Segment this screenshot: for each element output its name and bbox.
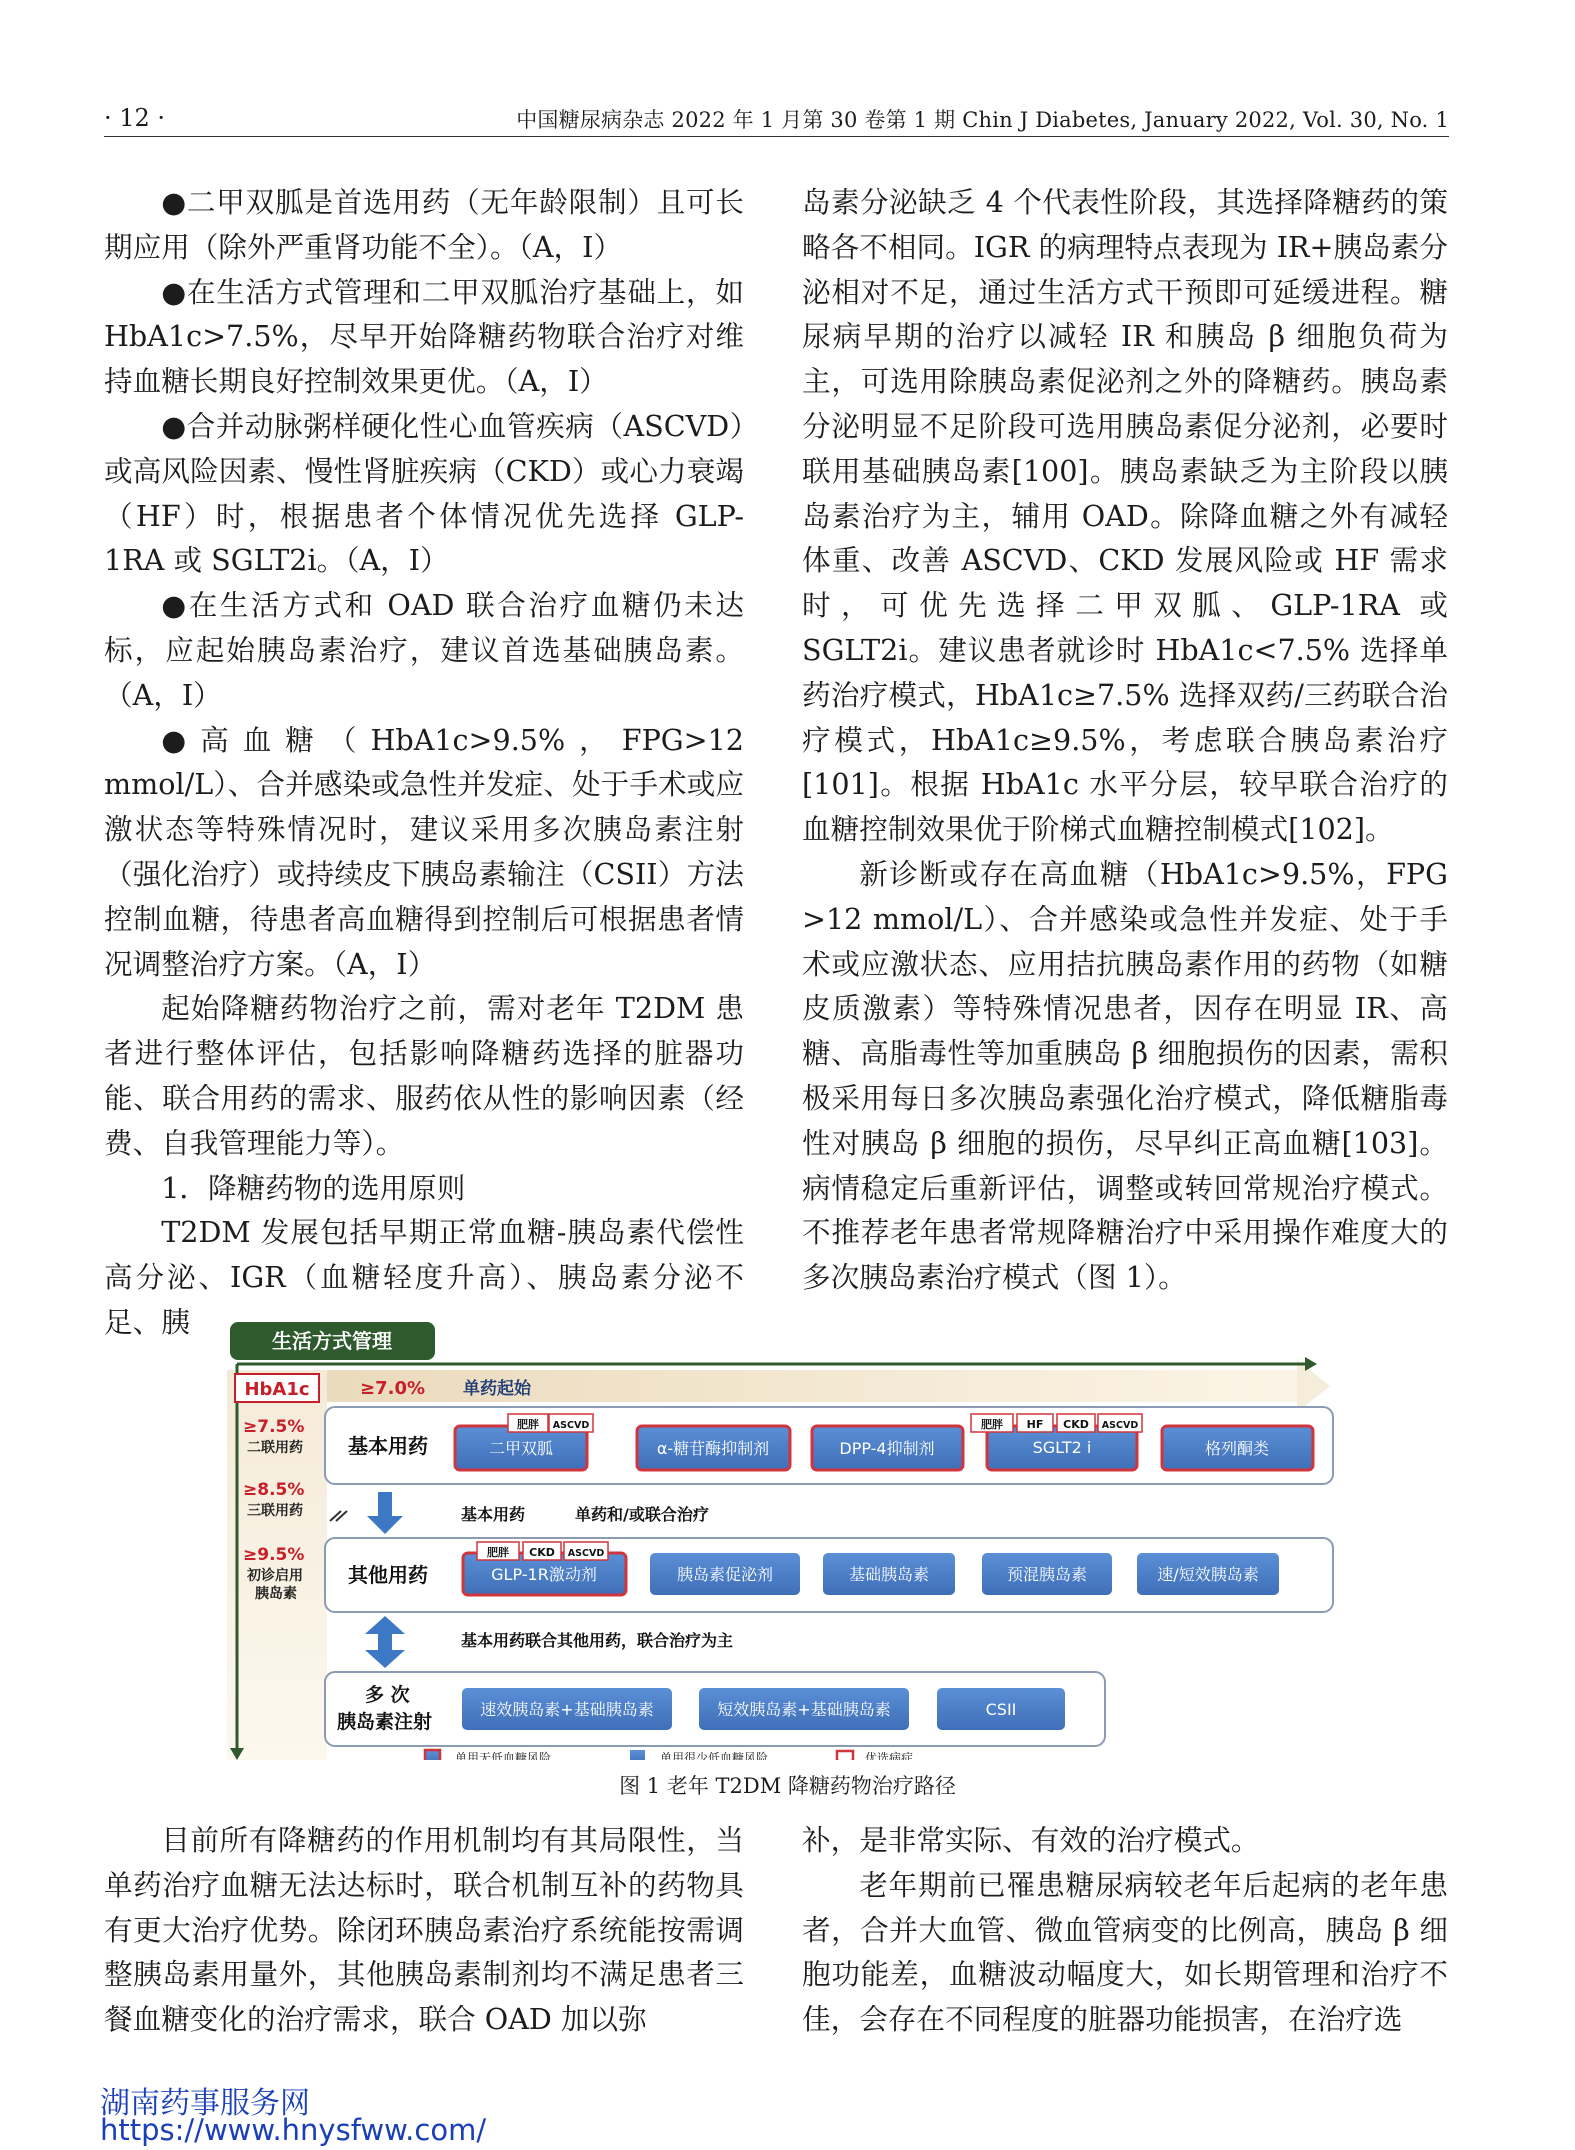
journal-header: 中国糖尿病杂志 2022 年 1 月第 30 卷第 1 期 Chin J Diabetes, January 2022, Vol. 30, No. 1 (516, 108, 1449, 132)
paragraph: ●二甲双胍是首选用药（无年龄限制）且可长期应用（除外严重肾功能不全）。（A，Ⅰ） (104, 185, 744, 264)
row1-title: 基本用药 (348, 1434, 428, 1458)
row3-drugs (462, 1688, 1065, 1730)
mid1-left: 基本用药 (461, 1505, 526, 1524)
tag-hf: HF (1026, 1418, 1044, 1431)
tag-ascvd-2: ASCVD (1101, 1420, 1139, 1431)
mono-label: 单药起始 (463, 1379, 531, 1399)
tag-ckd-1: CKD (1063, 1418, 1089, 1431)
page-number: · 12 · (104, 104, 166, 132)
paragraph: 补，是非常实际、有效的治疗模式。 (802, 1823, 1260, 1857)
figure-caption: 图 1 老年 T2DM 降糖药物治疗路径 (619, 1774, 956, 1798)
drug-tzd: 格列酮类 (1204, 1439, 1270, 1458)
drug-rapid-basal: 速效胰岛素+基础胰岛素 (480, 1700, 654, 1719)
watermark-name: 湖南药事服务网 (100, 2086, 310, 2121)
arrow-down-1 (367, 1492, 403, 1534)
paragraph: 新诊断或存在高血糖（HbA1c>9.5%，FPG >12 mmol/L）、合并感染或急性并发症、处于手术或应激状态、应用拮抗胰岛素作用的药物（如糖皮质激素）等特殊情况患者，因存在明显 IR、高糖、高脂毒性等加重胰岛 β 细胞损伤的因素，需积极采用每日多次胰岛素强化治疗模式，降低糖脂毒性对胰岛 β 细胞的损伤，尽早纠正高血糖[103]。病情稳定后重新评估，调整或转回常规治疗模式。不推荐老年患者常规降糖治疗中采用操作难度大的多次胰岛素治疗模式（图 1）。 (802, 856, 1448, 1295)
column-1 (104, 180, 744, 1345)
level3-pct: ≥9.5% (243, 1545, 305, 1565)
row3-title2: 胰岛素注射 (337, 1711, 433, 1733)
row2-title: 其他用药 (348, 1563, 428, 1587)
tag-ascvd-1: ASCVD (552, 1420, 590, 1431)
arrow-double (365, 1616, 405, 1668)
mono-threshold: ≥7.0% (360, 1378, 426, 1399)
paragraph: 岛素分泌缺乏 4 个代表性阶段，其选择降糖药的策略各不相同。IGR 的病理特点表现为 IR+胰岛素分泌相对不足，通过生活方式干预即可延缓进程。糖尿病早期的治疗以减轻 IR 和胰岛 β 细胞负荷为主，可选用除胰岛素促泌剂之外的降糖药。胰岛素分泌明显不足阶段可选用胰岛素促分泌剂，必要时联用基础胰岛素[100]。胰岛素缺乏为主阶段以胰岛素治疗为主，辅用 OAD。除降血糖之外有减轻体重、改善 ASCVD、CKD 发展风险或 HF 需求时，可优先选择二甲双胍、GLP-1RA 或 SGLT2i。建议患者就诊时 HbA1c<7.5% 选择单药治疗模式，HbA1c≥7.5% 选择双药/三药联合治疗模式，HbA1c≥9.5%，考虑联合胰岛素治疗[101]。根据 HbA1c 水平分层，较早联合治疗的血糖控制效果优于阶梯式血糖控制模式[102]。 (802, 185, 1448, 847)
lifestyle-label: 生活方式管理 (272, 1329, 392, 1353)
mid1-right: 单药和/或联合治疗 (575, 1505, 709, 1524)
row3-title1: 多 次 (365, 1684, 410, 1706)
drug-sglt2: SGLT2 i (1032, 1438, 1092, 1457)
legend-1: 单用无低血糖风险 (455, 1751, 552, 1760)
level3-label2: 胰岛素 (255, 1586, 297, 1602)
drug-dpp4: DPP-4抑制剂 (839, 1439, 935, 1458)
drug-glp1: GLP-1R激动剂 (491, 1565, 597, 1584)
level1-pct: ≥7.5% (243, 1417, 305, 1437)
paragraph: ●在生活方式管理和二甲双胍治疗基础上，如 HbA1c>7.5%，尽早开始降糖药物联合治疗对维持血糖长期良好控制效果更优。（A，Ⅰ） (104, 274, 744, 399)
tag-obesity-2: 肥胖 (981, 1418, 1003, 1431)
drug-csii: CSII (985, 1700, 1017, 1719)
paragraph: ●在生活方式和 OAD 联合治疗血糖仍未达标，应起始胰岛素治疗，建议首选基础胰岛素。（A，Ⅰ） (104, 588, 744, 712)
level1-label: 二联用药 (247, 1440, 303, 1456)
drug-rapid: 速/短效胰岛素 (1157, 1565, 1259, 1584)
legend-2: 单用很少低血糖风险 (660, 1751, 769, 1760)
drug-agi: α-糖苷酶抑制剂 (656, 1439, 770, 1458)
tag-obesity-3: 肥胖 (487, 1546, 509, 1559)
tag-ckd-2: CKD (529, 1546, 555, 1559)
hba1c-label: HbA1c (244, 1379, 310, 1400)
level3-label1: 初诊启用 (247, 1568, 303, 1584)
legend (425, 1750, 913, 1760)
header-rule (104, 136, 1449, 137)
tag-ascvd-3: ASCVD (567, 1548, 605, 1559)
paragraph: ●高血糖（HbA1c>9.5%，FPG>12 mmol/L）、合并感染或急性并发症、处于手术或应激状态等特殊情况时，建议采用多次胰岛素注射（强化治疗）或持续皮下胰岛素输注（CSII）方法控制血糖，待患者高血糖得到控制后可根据患者情况调整治疗方案。（A，Ⅰ） (104, 722, 744, 981)
column-2 (802, 180, 1448, 1300)
figure-1 (225, 1320, 1350, 1760)
paragraph: T2DM 发展包括早期正常血糖-胰岛素代偿性高分泌、IGR（血糖轻度升高）、胰岛素分泌不足、胰 (104, 1215, 744, 1339)
drug-basal: 基础胰岛素 (848, 1565, 930, 1584)
paragraph: 老年期前已罹患糖尿病较老年后起病的老年患者，合并大血管、微血管病变的比例高，胰岛 β 细胞功能差，血糖波动幅度大，如长期管理和治疗不佳，会存在不同程度的脏器功能损害，在治疗选 (802, 1867, 1448, 2037)
drug-metformin: 二甲双胍 (488, 1439, 554, 1458)
column-4 (802, 1818, 1448, 2042)
paragraph: 1．降糖药物的选用原则 (161, 1170, 466, 1205)
paragraph: ●合并动脉粥样硬化性心血管疾病（ASCVD）或高风险因素、慢性肾脏疾病（CKD）或心力衰竭（HF）时，根据患者个体情况优先选择 GLP-1RA 或 SGLT2i。（A，Ⅰ） (104, 408, 744, 578)
level2-pct: ≥8.5% (243, 1480, 305, 1500)
mid2: 基本用药联合其他用药，联合治疗为主 (461, 1631, 734, 1650)
drug-secretagogue: 胰岛素促泌剂 (676, 1565, 774, 1584)
drug-short-basal: 短效胰岛素+基础胰岛素 (717, 1700, 891, 1719)
tag-obesity-1: 肥胖 (517, 1418, 539, 1431)
paragraph: 起始降糖药物治疗之前，需对老年 T2DM 患者进行整体评估，包括影响降糖药选择的脏器功能、联合用药的需求、服药依从性的影响因素（经费、自我管理能力等）。 (104, 991, 744, 1160)
paragraph: 目前所有降糖药的作用机制均有其局限性，当单药治疗血糖无法达标时，联合机制互补的药物具有更大治疗优势。除闭环胰岛素治疗系统能按需调整胰岛素用量外，其他胰岛素制剂均不满足患者三餐血糖变化的治疗需求，联合 OAD 加以弥 (104, 1823, 744, 2037)
drug-premix: 预混胰岛素 (1006, 1565, 1088, 1584)
legend-3: 优选病症 (865, 1751, 914, 1760)
level2-label: 三联用药 (247, 1503, 303, 1519)
column-3 (104, 1818, 744, 2042)
watermark-url[interactable]: https://www.hnysfww.com/ (100, 2113, 487, 2147)
